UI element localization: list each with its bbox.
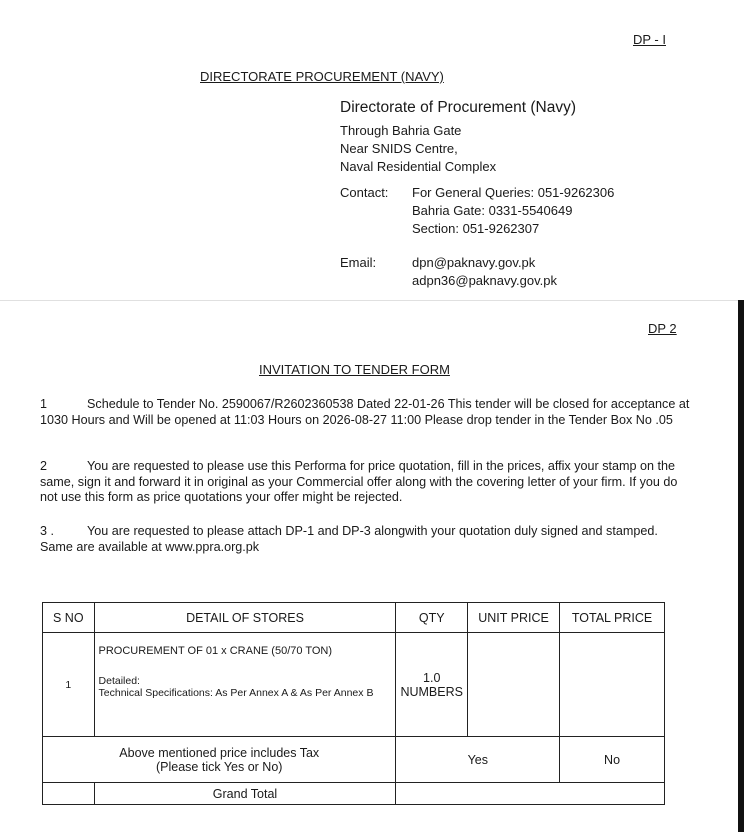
org-name: Directorate of Procurement (Navy) (340, 99, 577, 116)
page-divider (0, 300, 738, 301)
row-sno: 1 (43, 633, 95, 737)
contact-section: Section: 051-9262307 (412, 221, 540, 236)
grand-total-row (43, 783, 665, 805)
row-detail-text: Technical Specifications: As Per Annex A & As Per Annex B (98, 687, 374, 699)
table-header-row (43, 603, 665, 633)
row-detail (94, 633, 396, 737)
contact-bahria-gate: Bahria Gate: 0331-5540649 (412, 203, 573, 218)
paragraph-2 (40, 459, 692, 506)
row-qty-unit: NUMBERS (400, 684, 463, 699)
paragraph-3 (40, 524, 692, 555)
paragraph-2-number: 2 (40, 459, 48, 473)
page-code-dp2: DP 2 (648, 321, 677, 336)
tax-label-line-2: (Please tick Yes or No) (156, 759, 283, 774)
scan-edge (738, 300, 744, 832)
header-total-price: TOTAL PRICE (560, 603, 665, 633)
grand-total-value[interactable] (396, 783, 665, 805)
table-row (43, 633, 665, 737)
directorate-heading: DIRECTORATE PROCUREMENT (NAVY) (200, 69, 444, 84)
contact-label: Contact: (340, 185, 389, 200)
paragraph-3-number: 3 . (40, 524, 55, 538)
grand-total-label: Grand Total (94, 783, 396, 805)
tax-label-line-1: Above mentioned price includes Tax (119, 745, 320, 760)
row-item-title: PROCUREMENT OF 01 x CRANE (50/70 TON) (98, 645, 333, 657)
tax-label (43, 737, 396, 783)
form-title: INVITATION TO TENDER FORM (259, 362, 450, 377)
header-sno: S NO (43, 603, 95, 633)
tax-no-option[interactable]: No (560, 737, 665, 783)
address-line-3: Naval Residential Complex (340, 159, 497, 174)
address-line-2: Near SNIDS Centre, (340, 141, 458, 156)
paragraph-2-text: You are requested to please use this Performa for price quotation, fill in the prices, affix your stamp on the same, sign it and forward it in original as your Commercial offer along with the covering letter of your firm. If you do not use this form as price quotations your offer might be rejected. (40, 459, 678, 504)
tender-table (42, 602, 665, 805)
paragraph-1-number: 1 (40, 397, 48, 411)
row-unit-price[interactable] (467, 633, 559, 737)
tax-yes-option[interactable]: Yes (396, 737, 560, 783)
email-2: adpn36@paknavy.gov.pk (412, 273, 557, 288)
row-qty-value: 1.0 (423, 670, 441, 685)
contact-general: For General Queries: 051-9262306 (412, 185, 615, 200)
address-line-1: Through Bahria Gate (340, 123, 462, 138)
email-1: dpn@paknavy.gov.pk (412, 255, 536, 270)
grand-total-blank (43, 783, 95, 805)
header-detail: DETAIL OF STORES (94, 603, 396, 633)
header-unit-price: UNIT PRICE (467, 603, 559, 633)
page-code-dp1: DP - I (633, 32, 666, 47)
header-qty: QTY (396, 603, 468, 633)
row-detail-label: Detailed: (98, 675, 140, 687)
email-label: Email: (340, 255, 377, 270)
paragraph-1-text: Schedule to Tender No. 2590067/R2602360538 Dated 22-01-26 This tender will be closed for acceptance at 1030 Hours and Will be opened at 11:03 Hours on 2026-08-27 11:00 Please drop tender in the Tender Box No .05 (40, 397, 690, 427)
paragraph-3-text: You are requested to please attach DP-1 and DP-3 alongwith your quotation duly signed and stamped. Same are available at www.ppra.org.pk (40, 524, 658, 554)
row-total-price[interactable] (560, 633, 665, 737)
tax-row (43, 737, 665, 783)
paragraph-1 (40, 397, 692, 428)
row-qty (396, 633, 468, 737)
